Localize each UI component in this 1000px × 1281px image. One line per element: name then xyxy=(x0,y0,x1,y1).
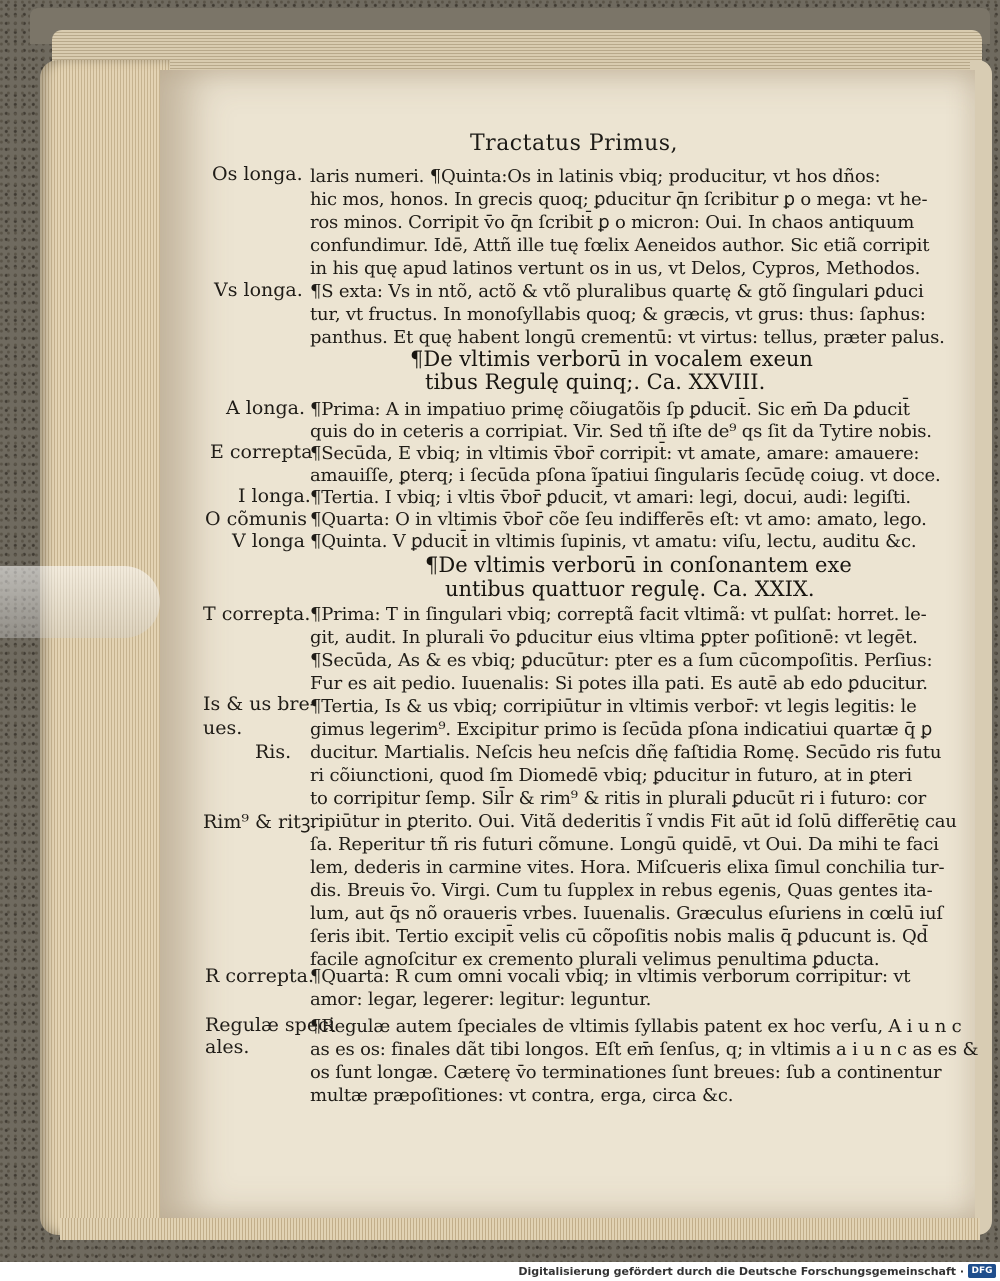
page-edges-top xyxy=(52,30,982,70)
margin-note: V longa xyxy=(232,530,306,552)
text-line: ¶Prima: T in ſingulari vbiq; correptã facit vltimã: vt pulſat: horret. le- xyxy=(310,604,927,625)
text-line: ¶Secūda, E vbiq; in vltimis v̄bor̄ corripit̄: vt amate, amare: amauere: xyxy=(310,443,920,464)
margin-note: Vs longa. xyxy=(214,279,303,301)
text-line: ¶Quarta: R cum omni vocali vbiq; in vltimis verborum corripitur: vt xyxy=(310,966,911,987)
margin-note: A longa. xyxy=(226,397,306,419)
chapter-heading: ¶De vltimis verborū in conſonantem exe xyxy=(425,553,852,577)
footer-credit: Digitalisierung gefördert durch die Deutsche Forschungsgemeinschaft · xyxy=(518,1265,964,1278)
chapter-heading: tibus Regulę quinq;. Ca. XXVIII. xyxy=(425,370,766,394)
margin-note: T correpta. xyxy=(203,603,311,625)
glass-weight xyxy=(0,566,160,638)
text-line: confundimur. Idē, Attñ ille tuę fœlix Aeneidos author. Sic etiã corripit xyxy=(310,235,930,256)
text-line: ſeris ibit. Tertio excipit̄ velis cū cõpoſitis nobis malis q̄ ꝑducunt is. Qd̄ xyxy=(310,926,928,947)
text-line: dis. Breuis v̄o. Virgi. Cum tu ſupplex in rebus egenis, Quas gentes ita- xyxy=(310,880,933,901)
text-line: gimus legerim⁹. Excipitur primo is ſecūda pſona indicatiui quartæ q̄ ꝑ xyxy=(310,719,933,740)
text-line: lem, dederis in carmine vites. Hora. Miſcueris elixa ſimul conchilia tur- xyxy=(310,857,945,878)
running-head: Tractatus Primus, xyxy=(470,131,679,156)
text-line: Fur es ait pedio. Iuuenalis: Si potes illa pati. Es autē ab edo ꝑducitur. xyxy=(310,673,928,694)
text-line: as es os: finales dãt tibi longos. Eſt em̄ ſenſus, q; in vltimis a i u n c as es & xyxy=(310,1039,979,1060)
text-line: facile agnoſcitur ex cremento plurali velimus penultima ꝑducta. xyxy=(310,949,880,970)
text-line: ¶Tertia, Is & us vbiq; corripiūtur in vltimis verbor̄: vt legis legitis: le xyxy=(310,696,917,717)
margin-note: Ris. xyxy=(255,741,292,763)
text-line: amauiſſe, ꝑterq; i ſecūda pſona ĩpatiui ſingularis ſecūdę coiug. vt doce. xyxy=(310,465,941,486)
text-line: ¶Regulæ autem ſpeciales de vltimis ſyllabis patent ex hoc verſu, A i u n c xyxy=(310,1016,962,1037)
margin-note: Os longa. xyxy=(212,163,303,185)
margin-note: Rim⁹ & ritꝫ. xyxy=(203,811,317,833)
margin-note: O cõmunis xyxy=(205,508,308,530)
margin-note: Is & us bre- xyxy=(203,693,317,715)
text-line: tur, vt fructus. In monoſyllabis quoq; & græcis, vt grus: thus: ſaphus: xyxy=(310,304,926,325)
text-line: to corripitur ſemp. Sil̄r & rim⁹ & ritis in plurali ꝑducūt ri i futuro: cor xyxy=(310,788,927,809)
margin-note: I longa. xyxy=(238,485,311,507)
text-line: lum, aut q̄s nõ oraueris vrbes. Iuuenalis. Græculus eſuriens in cœlū iuſ xyxy=(310,903,943,924)
text-line: os ſunt longæ. Cæterę v̄o terminationes ſunt breues: ſub a continentur xyxy=(310,1062,942,1083)
page-edges-bottom xyxy=(60,1218,980,1240)
page-block-left xyxy=(40,60,170,1235)
chapter-heading: untibus quattuor regulę. Ca. XXIX. xyxy=(445,577,815,601)
chapter-heading: ¶De vltimis verborū in vocalem exeun xyxy=(410,347,813,371)
text-line: multæ præpoſitiones: vt contra, erga, circa &c. xyxy=(310,1085,734,1106)
text-line: ducitur. Martialis. Neſcis heu neſcis dñę faſtidia Romę. Secūdo ris futu xyxy=(310,742,942,763)
text-line: in his quę apud latinos vertunt os in us, vt Delos, Cypros, Methodos. xyxy=(310,258,921,279)
text-line: quis do in ceteris a corripiat. Vir. Sed tñ iſte de⁹ qs ſit da Tytire nobis. xyxy=(310,421,932,442)
text-line: ¶Prima: A in impatiuo primę cõiugatõis ſp ꝑducit̄. Sic em̄ Da ꝑducit̄ xyxy=(310,399,910,420)
text-line: ſa. Reperitur tñ ris futuri cõmune. Longū quidē, vt Oui. Da mihi te faci xyxy=(310,834,939,855)
text-line: panthus. Et quę habent longū crementū: vt virtus: tellus, præter palus. xyxy=(310,327,945,348)
text-line: ¶S exta: Vs in ntõ, actõ & vtõ pluralibus quartę & gtõ ſingulari ꝑduci xyxy=(310,281,924,302)
margin-note: E correpta xyxy=(210,441,313,463)
text-line: ripiūtur in ꝑterito. Oui. Vitã dederitis ĩ vndis Fit aūt id ſolū differētię cau xyxy=(310,811,957,832)
text-line: ¶Quarta: O in vltimis v̄bor̄ cõe ſeu indifferēs eſt: vt amo: amato, lego. xyxy=(310,509,927,530)
text-line: ¶Secūda, As & es vbiq; ꝑducūtur: pter es a ſum cūcompoſitis. Perſius: xyxy=(310,650,933,671)
text-line: ros minos. Corripit v̄o q̄n ſcribit̄ ꝑ o micron: Oui. In chaos antiquum xyxy=(310,212,915,233)
text-line: ¶Tertia. I vbiq; i vltis v̄bor̄ ꝑducit̄, vt amari: legi, docui, audi: legiſti. xyxy=(310,487,911,508)
margin-note: ues. xyxy=(203,717,243,739)
margin-note: ales. xyxy=(205,1036,250,1058)
text-line: ¶Quinta. V ꝑducit̄ in vltimis ſupinis, vt amatu: viſu, lectu, auditu &c. xyxy=(310,531,917,552)
margin-note: R correpta. xyxy=(205,965,314,987)
text-line: laris numeri. ¶Quinta:Os in latinis vbiq; producitur, vt hos dños: xyxy=(310,166,881,187)
text-line: git, audit. In plurali v̄o ꝑducitur eius vltima ꝑpter poſitionē: vt legēt. xyxy=(310,627,918,648)
text-line: hic mos, honos. In grecis quoq; ꝑducitur q̄n ſcribitur ꝑ o mega: vt he- xyxy=(310,189,928,210)
footer-bar xyxy=(0,1262,1000,1281)
margin-note: Regulæ speci xyxy=(205,1014,335,1036)
dfg-logo: DFG xyxy=(968,1264,996,1278)
text-line: ri cõiunctioni, quod ſm Diomedē vbiq; ꝑducitur in futuro, at in ꝑteri xyxy=(310,765,912,786)
text-line: amor: legar, legerer: legitur: leguntur. xyxy=(310,989,652,1010)
